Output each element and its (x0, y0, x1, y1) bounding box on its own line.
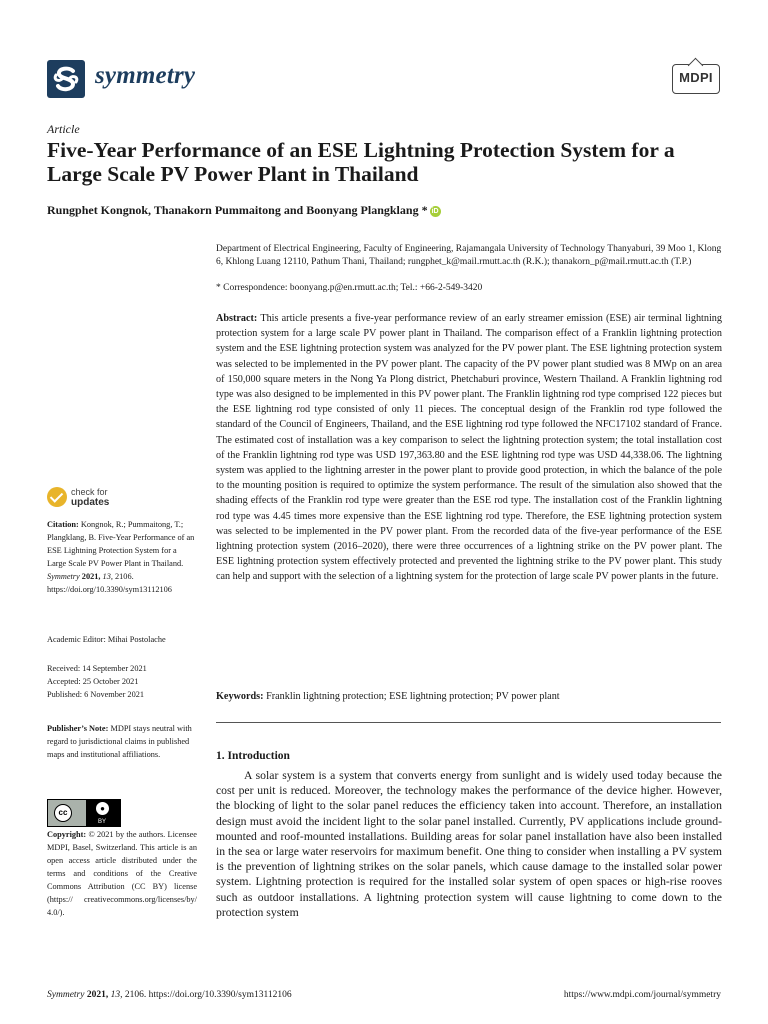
article-type: Article (47, 122, 80, 136)
publisher-name: MDPI (679, 70, 713, 85)
publisher-note (47, 722, 197, 761)
attribution-icon: ● (95, 801, 110, 816)
received-date: Received: 14 September 2021 (47, 664, 147, 673)
journal-logo-icon (47, 60, 85, 98)
citation-label: Citation: (47, 520, 79, 529)
keywords-text: Franklin lightning protection; ESE lightning protection; PV power plant (266, 691, 560, 702)
check-for-label: check for (71, 487, 108, 497)
abstract-label: Abstract: (216, 313, 258, 324)
keywords (216, 689, 722, 704)
correspondence: * Correspondence: boonyang.p@en.rmutt.ac.th; Tel.: +66-2-549-3420 (216, 283, 483, 293)
footer-year: 2021, (86, 990, 109, 1000)
copyright-block (47, 828, 197, 919)
citation-block (47, 518, 197, 596)
copyright-label: Copyright: (47, 830, 87, 839)
cc-by-label: BY (98, 819, 107, 825)
check-updates-icon (47, 487, 67, 507)
abstract (216, 311, 722, 585)
footer-journal: Symmetry (47, 990, 85, 1000)
publisher-logo (672, 64, 720, 94)
copyright-text: © 2021 by the authors. Licensee MDPI, Basel, Switzerland. This article is an open access article distributed under the terms and conditions of the Creative Commons Attribution (CC BY) license (https:// creativecommons.org/licenses/by/ 4.0/). (47, 830, 197, 917)
footer-volume: 13, (110, 990, 123, 1000)
section-heading: 1. Introduction (216, 750, 290, 762)
accepted-date: Accepted: 25 October 2021 (47, 677, 139, 686)
cc-by-license-badge[interactable] (47, 799, 121, 827)
journal-name: symmetry (95, 62, 196, 89)
publisher-note-text: MDPI stays neutral with regard to jurisdictional claims in published maps and institutional affiliations. (47, 724, 192, 759)
introduction-paragraph: A solar system is a system that converts energy from sunlight and is widely used today because the cost per unit is reduced. Moreover, the technology makes the performance of the device higher. However, the blocking of light to the solar panel reduces the efficiency taken into account. Therefore, an installation design must avoid the incident light to the solar panel installed. Currently, PV applications include ground-mounted and roof-mounted installations. Building areas for solar panel installation have also been installed in the sea or large water reservoirs for maximum benefit. One thing to consider when installing a PV system is the prevention of lightning strikes on the solar panels, which cause damage to the installed solar power system. Lightning protection is required for the installed solar system of open spaces or high-rise rooves such as outdoor installations. A lightning protection system will cause lightning to come down to the protection system (216, 769, 722, 919)
abstract-text: This article presents a five-year performance review of an early streamer emission (ESE) air terminal lightning protection system for a large scale PV power plant in Thailand. The comparison effect of a Franklin lightning protection system and the ESE lightning protection system was analyzed for the PV power plant. The ESE lightning protection system was selected to be implemented in the PV power plant. The capacity of the PV power plant studied was 8 MWp on an area of 150,000 square meters in the Nong Ya Plong district, Phetchaburi province, Western Thailand. A Franklin lightning rod type was also designed to be implemented in this PV power plant. The Franklin lightning rod type comprised 122 pieces but the ESE lightning rod type consisted of only 11 pieces. The conceptual design of the Franklin rod type followed the standard of the Council of Engineers, Thailand, and the ESE lightning rod type followed the NFC17102 standard of France. The estimated cost of installation was a key comparison to select the lightning protection system; the total installation cost of the Franklin lightning rod type was USD 197,363.80 and the ESE lightning rod type was USD 44,338.06. The lightning system was applied to the lightning arrester in the power plant to provide good protection, in which the balance of the pole to the mounting position is required to optimize the system performance. The result of the simulation also showed that the shading effects of the Franklin rod type were greater than the ESE rod type. The installation cost of the Franklin lightning rod type was 4.45 times more expensive than the ESE lightning rod type. Therefore, the ESE lightning protection system was selected to be implemented in the PV power plant. From the recorded data of the five-year performance of the ESE lightning protection system (2016–2020), there were three occurrences of a lightning strike on the PV power plant. The ESE lightning protection system effectively protected and prevented the lightning strike to the PV power plant. This study can help and support with the selection of a lightning system for the protection of large scale PV power plants in the future. (216, 313, 722, 583)
published-date: Published: 6 November 2021 (47, 690, 145, 699)
updates-label: updates (71, 497, 110, 508)
affiliation: Department of Electrical Engineering, Faculty of Engineering, Rajamangala University of Technology Thanyaburi, 39 Moo 1, Klong 6, Khlong Luang 12110, Pathum Thani, Thailand; rungphet_k@mail.rmutt.ac.th (R.K.); thanakorn_p@mail.rmutt.ac.th (T.P.) (216, 244, 722, 267)
citation-year: 2021, (81, 572, 101, 581)
citation-text: Kongnok, R.; Pummaitong, T.; Plangklang, B. Five-Year Performance of an ESE Lightning Protection System for a Large Scale PV Power Plant in Thailand. (47, 520, 195, 568)
citation-journal: Symmetry (47, 572, 80, 581)
citation-doi[interactable]: 2106. https://doi.org/10.3390/sym13112106 (47, 572, 172, 594)
article-title: Five-Year Performance of an ESE Lightning Protection System for a Large Scale PV Power Plant in Thailand (47, 138, 675, 186)
cc-by-block (86, 800, 120, 826)
academic-editor: Academic Editor: Mihai Postolache (47, 635, 166, 644)
footer-doi[interactable]: 2106. https://doi.org/10.3390/sym13112106 (124, 990, 292, 1000)
publisher-note-label: Publisher’s Note: (47, 724, 109, 733)
author-list (47, 203, 441, 218)
authors-text: Rungphet Kongnok, Thanakorn Pummaitong and Boonyang Plangklang * (47, 203, 428, 217)
check-for-updates-button[interactable] (47, 487, 167, 517)
keywords-label: Keywords: (216, 691, 264, 702)
footer-citation (47, 990, 292, 1000)
cc-icon: cc (54, 804, 72, 822)
citation-volume: 13, (102, 572, 113, 581)
footer-journal-link[interactable]: https://www.mdpi.com/journal/symmetry (563, 990, 721, 1000)
dates-block (47, 662, 197, 701)
divider (216, 722, 721, 723)
orcid-icon[interactable]: iD (431, 208, 439, 215)
